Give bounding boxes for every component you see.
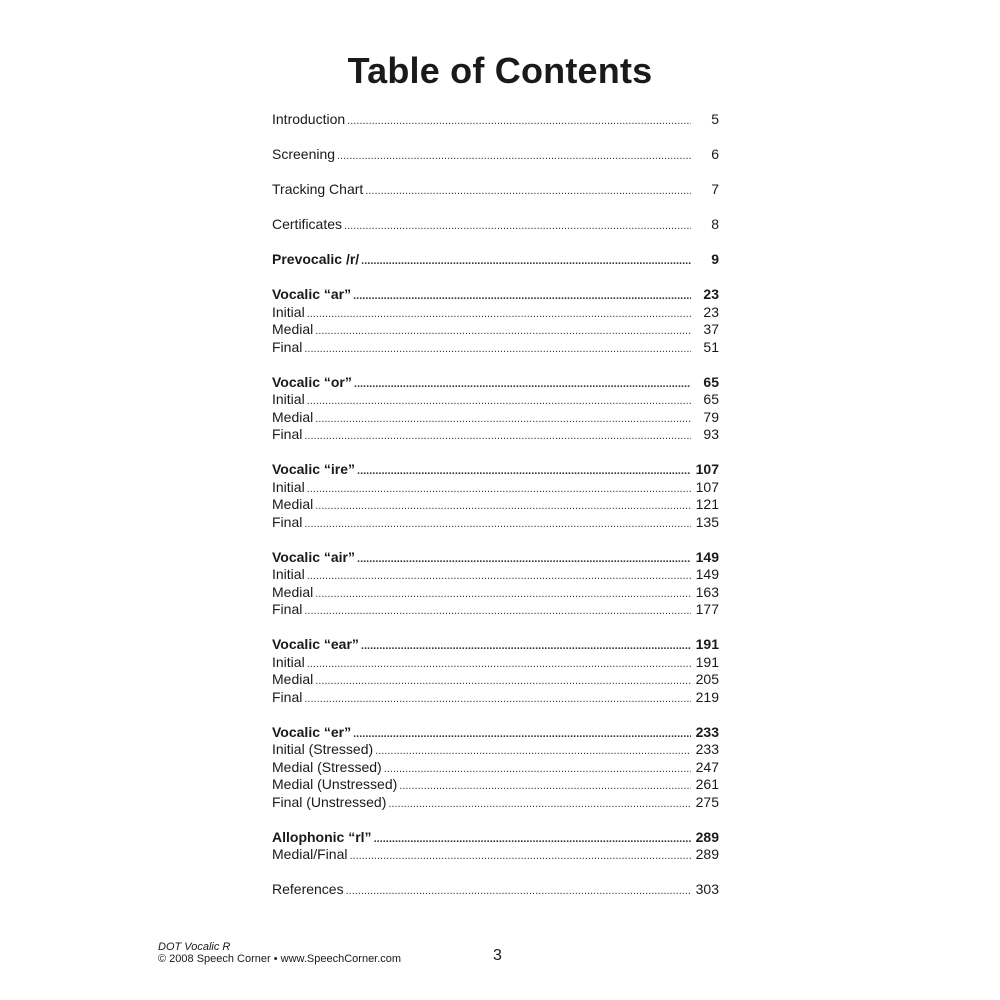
toc-entry-label: Final (Unstressed) [272,793,387,810]
toc-entry-label: Screening [272,146,336,162]
toc-entry-label: Vocalic “air” [272,548,356,565]
toc-entry [272,794,719,812]
toc-entry-page: 93 [703,426,719,442]
dot-leader [315,673,691,691]
dot-leader [315,411,691,429]
toc-entry-label: Certificates [272,216,343,232]
dot-leader [315,498,691,516]
toc-entry-page: 191 [695,653,719,670]
toc-entry [272,496,719,514]
page-title: Table of Contents [347,50,653,91]
toc-entry-page: 65 [703,391,719,407]
toc-entry-label: Initial [272,566,305,582]
toc-entry-page: 205 [695,671,719,687]
toc-entry [272,409,719,427]
dot-leader [347,113,691,131]
toc-entry [272,339,719,357]
toc-entry-page: 177 [695,601,719,617]
toc-entry-page: 37 [703,321,719,337]
dot-leader [307,568,691,586]
dot-leader [357,551,691,569]
toc-entry-label: Prevocalic /r/ [272,251,360,267]
toc-entry [272,741,719,759]
toc-entry [272,216,719,234]
toc-entry-label: Tracking Chart [272,181,364,197]
toc-entry [272,251,719,269]
dot-leader [353,726,691,744]
toc-entry-label: Medial (Unstressed) [272,776,398,792]
toc-entry-page: 23 [703,303,719,320]
toc-entry-label: Vocalic “er” [272,723,352,740]
toc-entry [272,304,719,322]
toc-entry-label: Medial [272,671,314,687]
toc-entry-label: Initial [272,303,305,320]
toc-entry-label: Final [272,601,303,617]
toc-entry-label: Medial [272,408,314,425]
toc-entry [272,724,719,742]
dot-leader [315,323,691,341]
toc-entry-label: Final [272,426,303,442]
toc-entry-label: Initial [272,653,305,670]
toc-entry-page: 9 [711,251,719,267]
toc-entry-label: Medial [272,321,314,337]
toc-entry-label: Allophonic “rl” [272,828,372,845]
toc-entry [272,759,719,777]
dot-leader [346,883,691,901]
footer-credits [158,941,401,965]
toc-entry-page: 79 [703,408,719,425]
dot-leader [307,481,691,499]
dot-leader [307,306,691,324]
toc-entry [272,181,719,199]
toc-entry [272,601,719,619]
toc-entry-page: 191 [695,636,719,652]
toc-entry-page: 65 [703,373,719,390]
toc-entry [272,671,719,689]
toc-entry [272,689,719,707]
dot-leader [374,831,691,849]
toc-entry [272,566,719,584]
dot-leader [361,253,691,271]
toc-entry-page: 8 [711,216,719,232]
toc-entry [272,374,719,392]
dot-leader [399,778,691,796]
dot-leader [344,218,691,236]
toc-entry [272,111,719,129]
dot-leader [388,796,691,814]
dot-leader [315,586,691,604]
toc-entry-page: 247 [695,758,719,775]
toc-entry-label: Medial (Stressed) [272,758,382,775]
dot-leader [357,463,691,481]
toc-entry [272,846,719,864]
toc-entry [272,514,719,532]
toc-entry-page: 303 [695,881,719,897]
toc-entry-label: Introduction [272,111,346,127]
toc-entry [272,321,719,339]
dot-leader [307,393,691,411]
dot-leader [384,761,691,779]
toc-entry [272,426,719,444]
dot-leader [375,743,691,761]
dot-leader [307,656,691,674]
dot-leader [304,428,691,446]
footer-copyright: © 2008 Speech Corner • www.SpeechCorner.com [158,953,402,965]
toc-entry [272,881,719,899]
toc-entry [272,286,719,304]
footer-book-title: DOT Vocalic R [158,941,231,953]
toc-entry-label: Medial [272,496,314,512]
dot-leader [353,288,691,306]
toc-entry-page: 149 [695,566,719,582]
toc-entry-page: 261 [695,776,719,792]
toc-entry [272,549,719,567]
toc-entry-label: Initial [272,391,305,407]
toc-entry-label: Medial [272,583,314,600]
toc-entry-page: 5 [711,111,719,127]
toc-entry-page: 51 [703,338,719,355]
toc-entry-label: Final [272,513,303,530]
dot-leader [354,376,691,394]
toc-entry-page: 121 [695,496,719,512]
toc-entry-page: 289 [695,828,719,845]
toc-entry-page: 23 [703,286,719,302]
toc-entry [272,479,719,497]
toc-entry-label: Vocalic “ear” [272,636,359,652]
toc-entry-page: 163 [695,583,719,600]
dot-leader [304,341,691,359]
toc-entry [272,636,719,654]
dot-leader [304,691,691,709]
toc-entry-page: 6 [711,146,719,162]
dot-leader [304,516,691,534]
toc-entry [272,776,719,794]
dot-leader [304,603,691,621]
toc-entry-page: 149 [695,548,719,565]
toc-entry-label: Medial/Final [272,846,348,862]
toc-entry-page: 219 [695,688,719,705]
toc-entry-page: 107 [695,478,719,495]
toc-entry [272,829,719,847]
toc-entry-label: Final [272,688,303,705]
toc-entry-page: 7 [711,181,719,197]
toc-entry-page: 289 [695,846,719,862]
toc-entry-label: Initial (Stressed) [272,741,374,757]
toc-entry-page: 233 [695,723,719,740]
toc-entry-label: References [272,881,344,897]
toc-entry-label: Final [272,338,303,355]
toc-entry-page: 275 [695,793,719,810]
page-number: 3 [493,947,502,964]
dot-leader [361,638,691,656]
table-of-contents [272,111,719,899]
toc-entry [272,461,719,479]
toc-entry-label: Initial [272,478,305,495]
dot-leader [365,183,691,201]
toc-entry-label: Vocalic “or” [272,373,352,390]
toc-entry [272,654,719,672]
toc-entry-page: 107 [695,461,719,477]
toc-entry-page: 135 [695,513,719,530]
toc-entry-label: Vocalic “ire” [272,461,356,477]
dot-leader [349,848,691,866]
toc-entry [272,391,719,409]
toc-entry-page: 233 [695,741,719,757]
toc-entry-label: Vocalic “ar” [272,286,352,302]
dot-leader [337,148,691,166]
toc-entry [272,146,719,164]
toc-entry [272,584,719,602]
